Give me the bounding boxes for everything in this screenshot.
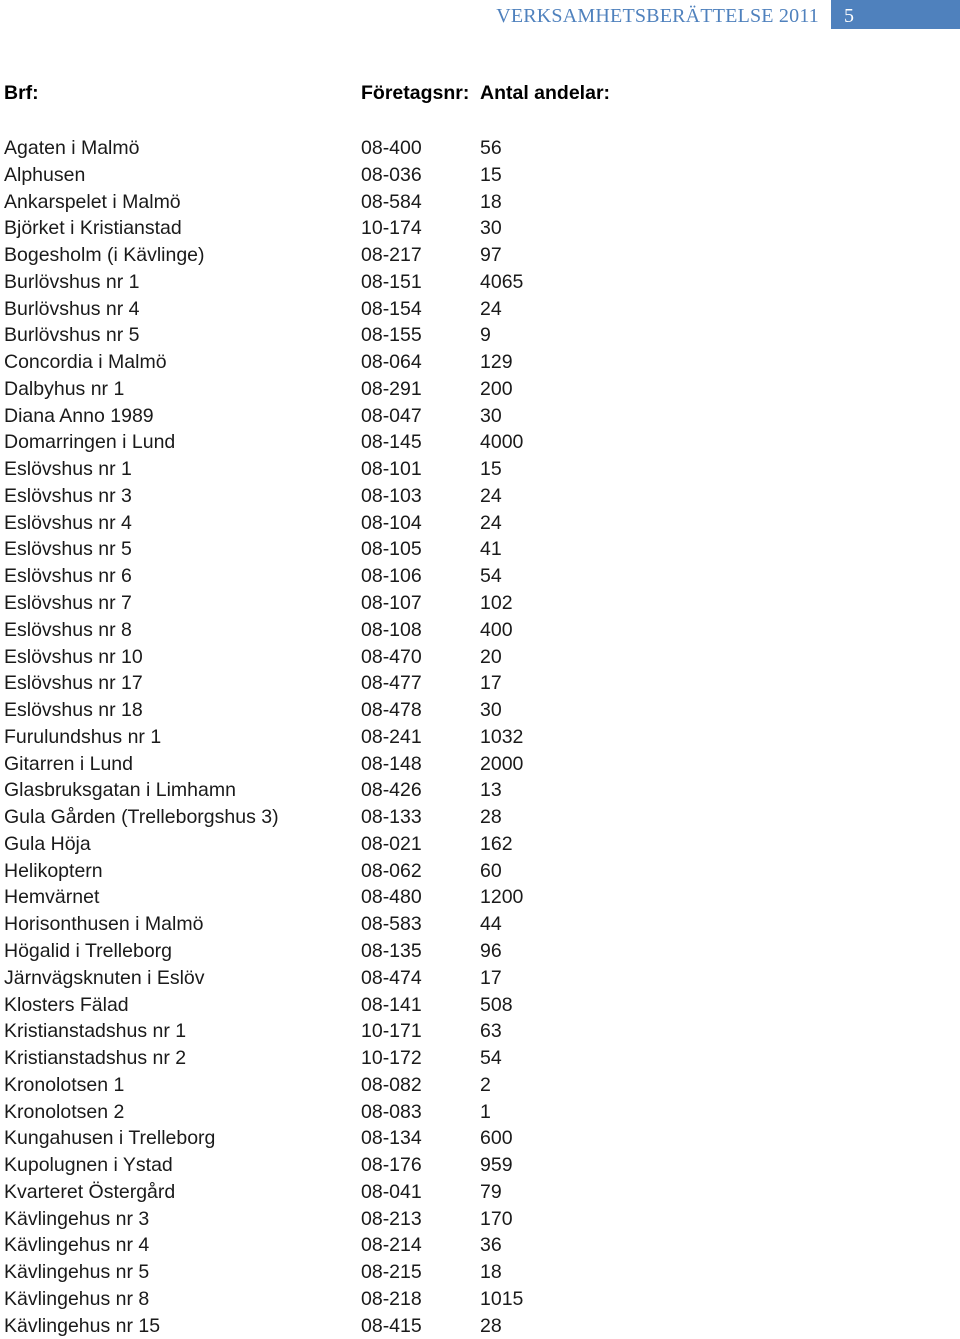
row-org-nr: 08-291: [361, 377, 422, 400]
row-org-nr: 08-583: [361, 913, 422, 936]
row-org-nr: 08-176: [361, 1154, 422, 1177]
table-row: [0, 322, 960, 349]
table-row: [0, 1018, 960, 1045]
row-org-nr: 08-108: [361, 618, 422, 641]
row-name: Bogesholm (i Kävlinge): [4, 244, 205, 267]
row-shares: 400: [480, 618, 513, 641]
row-name: Kävlingehus nr 3: [4, 1207, 150, 1230]
row-shares: 170: [480, 1207, 513, 1230]
row-shares: 60: [480, 859, 502, 882]
row-shares: 1015: [480, 1287, 524, 1310]
row-name: Klosters Fälad: [4, 993, 129, 1016]
row-org-nr: 08-141: [361, 993, 422, 1016]
row-name: Eslövshus nr 17: [4, 672, 143, 695]
row-name: Burlövshus nr 1: [4, 270, 140, 293]
table-row: [0, 1206, 960, 1233]
row-name: Horisonthusen i Malmö: [4, 913, 204, 936]
row-org-nr: 08-477: [361, 672, 422, 695]
row-name: Furulundshus nr 1: [4, 725, 162, 748]
table-row: [0, 777, 960, 804]
row-name: Domarringen i Lund: [4, 431, 176, 454]
row-shares: 1200: [480, 886, 524, 909]
page-header: [0, 0, 960, 32]
table-row: [0, 1179, 960, 1206]
row-org-nr: 08-047: [361, 404, 422, 427]
row-shares: 30: [480, 217, 502, 240]
row-name: Glasbruksgatan i Limhamn: [4, 779, 236, 802]
row-name: Kungahusen i Trelleborg: [4, 1127, 216, 1150]
row-shares: 41: [480, 538, 502, 561]
row-org-nr: 08-133: [361, 806, 422, 829]
row-shares: 28: [480, 1314, 502, 1337]
row-shares: 97: [480, 244, 502, 267]
table-row: [0, 1072, 960, 1099]
table-row: [0, 1313, 960, 1339]
association-list: [0, 135, 960, 1339]
row-shares: 24: [480, 511, 502, 534]
row-shares: 96: [480, 939, 502, 962]
table-row: [0, 1286, 960, 1313]
row-name: Burlövshus nr 4: [4, 297, 140, 320]
row-shares: 2: [480, 1073, 491, 1096]
row-shares: 18: [480, 1261, 502, 1284]
row-name: Kupolugnen i Ystad: [4, 1154, 173, 1177]
row-org-nr: 08-106: [361, 565, 422, 588]
table-row: [0, 911, 960, 938]
row-shares: 1032: [480, 725, 524, 748]
row-org-nr: 08-107: [361, 592, 422, 615]
row-org-nr: 08-217: [361, 244, 422, 267]
row-shares: 162: [480, 832, 513, 855]
row-name: Järnvägsknuten i Eslöv: [4, 966, 205, 989]
table-row: [0, 536, 960, 563]
row-org-nr: 08-036: [361, 163, 422, 186]
row-org-nr: 08-145: [361, 431, 422, 454]
row-name: Agaten i Malmö: [4, 137, 140, 159]
row-org-nr: 08-470: [361, 645, 422, 668]
row-org-nr: 08-105: [361, 538, 422, 561]
table-row: [0, 938, 960, 965]
row-org-nr: 08-104: [361, 511, 422, 534]
table-row: [0, 1125, 960, 1152]
row-name: Högalid i Trelleborg: [4, 939, 173, 962]
row-shares: 15: [480, 163, 502, 186]
row-name: Concordia i Malmö: [4, 351, 167, 374]
row-name: Helikoptern: [4, 859, 103, 882]
row-org-nr: 08-214: [361, 1234, 422, 1257]
row-name: Eslövshus nr 4: [4, 511, 132, 534]
row-shares: 24: [480, 297, 502, 320]
row-org-nr: 08-135: [361, 939, 422, 962]
row-name: Eslövshus nr 5: [4, 538, 132, 561]
document-title: VERKSAMHETSBERÄTTELSE 2011: [496, 5, 819, 27]
row-shares: 508: [480, 993, 513, 1016]
table-row: [0, 1152, 960, 1179]
table-row: [0, 269, 960, 296]
row-org-nr: 08-083: [361, 1100, 422, 1123]
row-shares: 79: [480, 1180, 502, 1203]
row-name: Kävlingehus nr 4: [4, 1234, 150, 1257]
row-name: Eslövshus nr 7: [4, 592, 132, 615]
table-row: [0, 456, 960, 483]
row-org-nr: 08-148: [361, 752, 422, 775]
row-shares: 102: [480, 592, 513, 615]
row-shares: 600: [480, 1127, 513, 1150]
row-name: Eslövshus nr 18: [4, 699, 143, 722]
row-name: Eslövshus nr 3: [4, 484, 132, 507]
row-org-nr: 08-241: [361, 725, 422, 748]
table-row: [0, 831, 960, 858]
row-shares: 54: [480, 1047, 502, 1070]
table-row: [0, 644, 960, 671]
row-org-nr: 08-062: [361, 859, 422, 882]
row-name: Kävlingehus nr 5: [4, 1261, 150, 1284]
table-row: [0, 483, 960, 510]
row-name: Kronolotsen 2: [4, 1100, 125, 1123]
row-shares: 4065: [480, 270, 524, 293]
row-name: Burlövshus nr 5: [4, 324, 140, 347]
row-org-nr: 08-154: [361, 297, 422, 320]
row-name: Dalbyhus nr 1: [4, 377, 125, 400]
row-shares: 18: [480, 190, 502, 213]
row-shares: 20: [480, 645, 502, 668]
table-row: [0, 242, 960, 269]
table-row: [0, 215, 960, 242]
row-org-nr: 08-478: [361, 699, 422, 722]
row-name: Eslövshus nr 10: [4, 645, 143, 668]
table-row: [0, 590, 960, 617]
table-row: [0, 804, 960, 831]
table-row: [0, 1045, 960, 1072]
row-name: Eslövshus nr 6: [4, 565, 132, 588]
row-name: Eslövshus nr 1: [4, 458, 132, 481]
table-row: [0, 296, 960, 323]
column-header-org-nr: Företagsnr:: [361, 82, 470, 104]
table-row: [0, 992, 960, 1019]
row-shares: 1: [480, 1100, 491, 1123]
row-name: Gula Gården (Trelleborgshus 3): [4, 806, 279, 829]
table-header: [0, 82, 960, 108]
table-row: [0, 965, 960, 992]
row-org-nr: 08-082: [361, 1073, 422, 1096]
row-name: Ankarspelet i Malmö: [4, 190, 181, 213]
row-org-nr: 08-426: [361, 779, 422, 802]
row-org-nr: 10-174: [361, 217, 422, 240]
row-name: Alphusen: [4, 163, 86, 186]
row-org-nr: 08-134: [361, 1127, 422, 1150]
table-row: [0, 858, 960, 885]
table-row: [0, 563, 960, 590]
row-name: Björket i Kristianstad: [4, 217, 182, 240]
row-org-nr: 08-101: [361, 458, 422, 481]
table-row: [0, 162, 960, 189]
row-shares: 36: [480, 1234, 502, 1257]
row-shares: 30: [480, 404, 502, 427]
row-org-nr: 08-474: [361, 966, 422, 989]
row-shares: 44: [480, 913, 502, 936]
row-org-nr: 10-172: [361, 1047, 422, 1070]
row-org-nr: 08-215: [361, 1261, 422, 1284]
table-row: [0, 751, 960, 778]
row-org-nr: 08-041: [361, 1180, 422, 1203]
table-row: [0, 510, 960, 537]
table-row: [0, 697, 960, 724]
row-shares: 17: [480, 672, 502, 695]
page-number: 5: [831, 0, 960, 29]
table-row: [0, 670, 960, 697]
column-header-brf: Brf:: [4, 82, 39, 104]
row-shares: 13: [480, 779, 502, 802]
row-shares: 4000: [480, 431, 524, 454]
table-row: [0, 617, 960, 644]
row-name: Kvarteret Östergård: [4, 1180, 176, 1203]
row-shares: 2000: [480, 752, 524, 775]
row-shares: 959: [480, 1154, 513, 1177]
row-org-nr: 08-213: [361, 1207, 422, 1230]
row-name: Kävlingehus nr 8: [4, 1287, 150, 1310]
table-row: [0, 135, 960, 162]
row-shares: 56: [480, 137, 502, 159]
row-name: Kronolotsen 1: [4, 1073, 125, 1096]
row-shares: 30: [480, 699, 502, 722]
row-org-nr: 08-415: [361, 1314, 422, 1337]
row-org-nr: 08-218: [361, 1287, 422, 1310]
row-shares: 200: [480, 377, 513, 400]
row-name: Eslövshus nr 8: [4, 618, 132, 641]
row-shares: 54: [480, 565, 502, 588]
table-row: [0, 189, 960, 216]
row-name: Kristianstadshus nr 1: [4, 1020, 187, 1043]
row-shares: 9: [480, 324, 491, 347]
row-org-nr: 08-480: [361, 886, 422, 909]
row-shares: 129: [480, 351, 513, 374]
table-row: [0, 1259, 960, 1286]
row-org-nr: 08-021: [361, 832, 422, 855]
row-org-nr: 08-155: [361, 324, 422, 347]
table-row: [0, 349, 960, 376]
table-row: [0, 429, 960, 456]
row-org-nr: 08-151: [361, 270, 422, 293]
table-row: [0, 403, 960, 430]
row-org-nr: 08-103: [361, 484, 422, 507]
row-org-nr: 10-171: [361, 1020, 422, 1043]
row-name: Kristianstadshus nr 2: [4, 1047, 187, 1070]
row-name: Gitarren i Lund: [4, 752, 133, 775]
row-name: Kävlingehus nr 15: [4, 1314, 161, 1337]
row-shares: 17: [480, 966, 502, 989]
row-name: Diana Anno 1989: [4, 404, 154, 427]
column-header-shares: Antal andelar:: [480, 82, 611, 104]
table-row: [0, 1232, 960, 1259]
row-name: Gula Höja: [4, 832, 91, 855]
row-name: Hemvärnet: [4, 886, 100, 909]
row-org-nr: 08-400: [361, 137, 422, 159]
table-row: [0, 724, 960, 751]
row-org-nr: 08-584: [361, 190, 422, 213]
table-row: [0, 884, 960, 911]
row-shares: 24: [480, 484, 502, 507]
table-row: [0, 376, 960, 403]
row-shares: 28: [480, 806, 502, 829]
row-shares: 15: [480, 458, 502, 481]
table-row: [0, 1099, 960, 1126]
row-org-nr: 08-064: [361, 351, 422, 374]
row-shares: 63: [480, 1020, 502, 1043]
